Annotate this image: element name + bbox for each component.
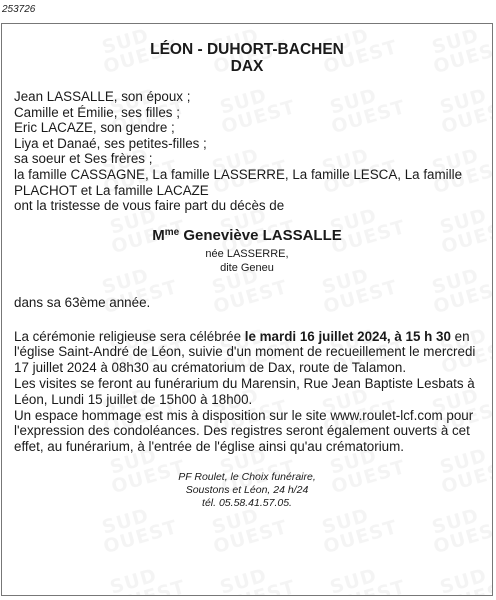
deceased-title-sup: me — [164, 226, 180, 238]
visits-text: Les visites se feront au funérarium du Marensin, Rue Jean Baptiste Lesbats à Léon, Lundi 15 juillet de 15h00 à 18h00. — [14, 375, 475, 407]
ceremony-text — [14, 329, 484, 376]
watermark-logo — [104, 565, 172, 596]
family-line: sa soeur et Ses frères ; — [14, 151, 153, 167]
notice-content — [2, 41, 492, 510]
deceased-fullname: Geneviève LASSALLE — [179, 226, 342, 244]
ceremony-time: à 15 h 30 — [394, 328, 451, 344]
deceased-title: M — [152, 226, 165, 244]
deceased-name — [2, 226, 492, 244]
family-line: ont la tristesse de vous faire part du décès de — [14, 198, 285, 214]
nickname: dite Geneu — [220, 261, 274, 274]
family-line: la famille CASSAGNE, La famille LASSERRE, La famille LESCA, La famille PLACHOT et La famille LACAZE — [14, 166, 463, 198]
heading-towns: LÉON - DUHORT-BACHEN — [150, 41, 344, 58]
family-line: Jean LASSALLE, son époux ; — [14, 89, 191, 104]
signature-line: Soustons et Léon, 24 h/24 — [185, 483, 309, 496]
heading-city: DAX — [230, 58, 264, 75]
tribute-text: Un espace hommage est mis à disposition sur le site www.roulet-lcf.com pour l'expression des condoléances. Des registres seront également ouverts à cet effet, au funérarium, à l'entrée de l'église ainsi qu'au crématorium. — [14, 407, 474, 455]
obituary-notice — [1, 23, 493, 596]
notice-heading — [2, 41, 492, 75]
signature-line: PF Roulet, le Choix funéraire, — [178, 470, 316, 483]
family-line: Eric LACAZE, son gendre ; — [14, 120, 175, 136]
watermark-logo — [426, 505, 493, 568]
watermark-logo — [206, 505, 274, 568]
watermark-logo — [214, 565, 282, 596]
reference-number: 253726 — [2, 4, 36, 15]
ceremony-details: en l'église Saint-André de Léon, suivie d'un moment de recueillement le mercredi 17 juillet 2024 à 08h30 au crématorium de Dax, route de Talamon. — [14, 328, 476, 376]
watermark-logo — [434, 565, 493, 596]
family-line: Camille et Émilie, ses filles ; — [14, 104, 180, 120]
age-text: dans sa 63ème année. — [14, 294, 151, 310]
deceased-details — [2, 247, 492, 275]
funeral-home-signature — [2, 471, 492, 510]
signature-phone: tél. 05.58.41.57.05. — [202, 496, 292, 509]
watermark-logo — [324, 565, 392, 596]
watermark-logo — [96, 505, 164, 568]
family-list — [14, 89, 484, 214]
ceremony-intro: La cérémonie religieuse sera célébrée — [14, 328, 245, 344]
maiden-name: née LASSERRE, — [205, 247, 289, 260]
watermark-logo — [316, 505, 384, 568]
ceremony-date: le mardi 16 juillet 2024, — [244, 328, 391, 344]
family-line: Liya et Danaé, ses petites-filles ; — [14, 135, 207, 151]
